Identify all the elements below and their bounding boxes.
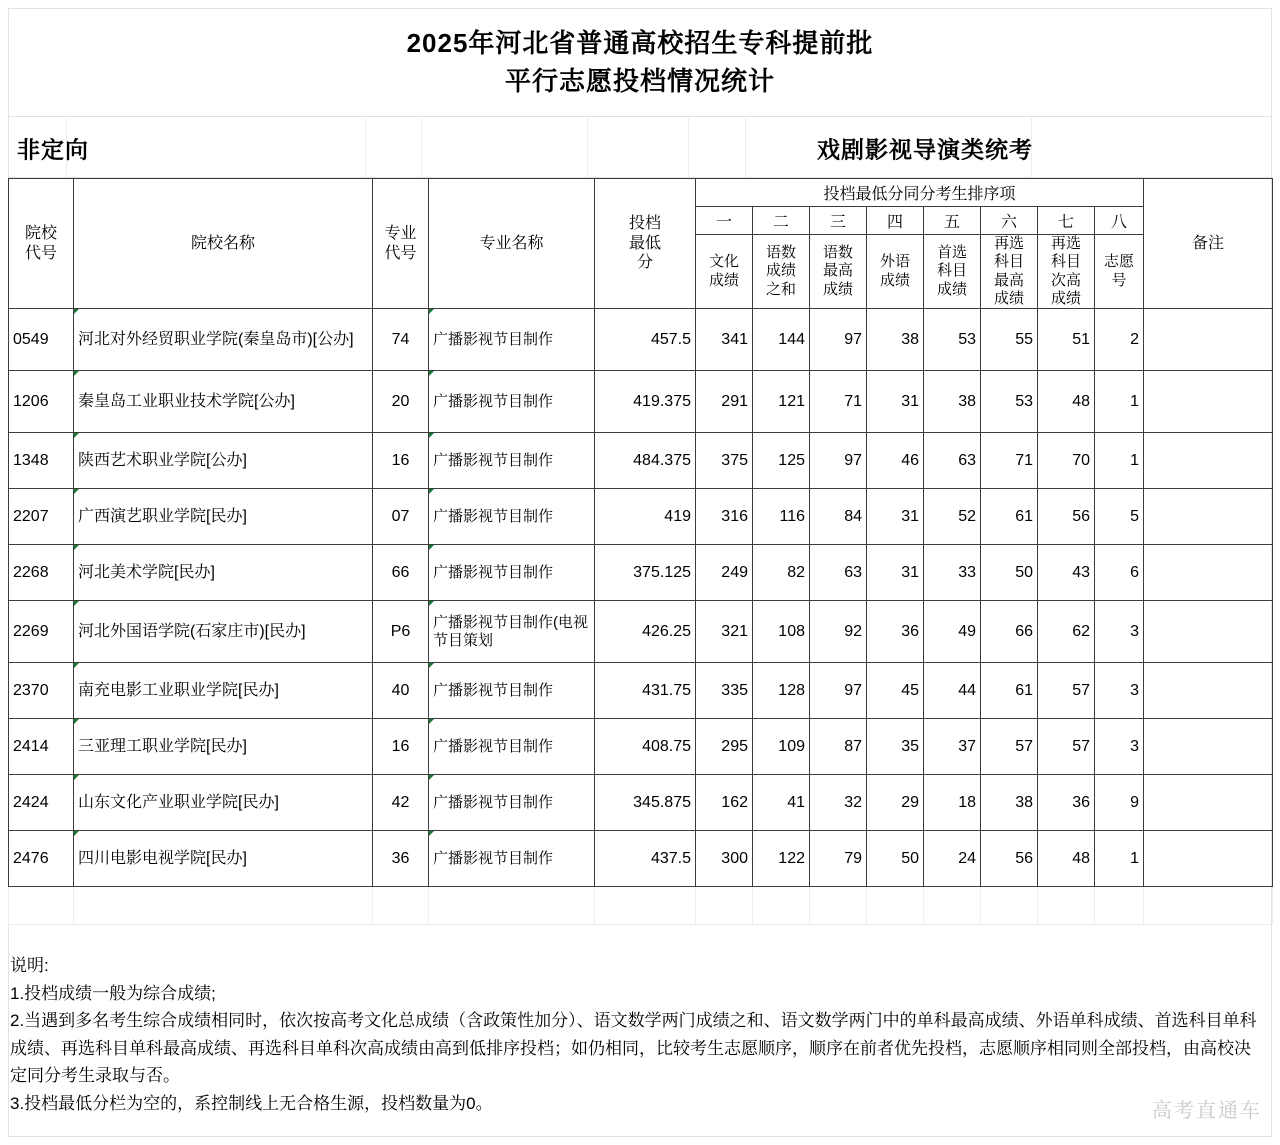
cell-min-score: 345.875 [595,775,696,831]
cell-rank-1: 321 [696,601,753,663]
cell-rank-7: 57 [1038,719,1095,775]
cell-school-name: 南充电影工业职业学院[民办] [74,663,373,719]
cell-rank-1: 316 [696,489,753,545]
cell-rank-4: 36 [867,601,924,663]
cell-rank-3: 87 [810,719,867,775]
header-row-group [9,179,1273,207]
table-row [9,489,1273,545]
cell-school-name: 河北美术学院[民办] [74,545,373,601]
cell-school-name: 三亚理工职业学院[民办] [74,719,373,775]
cell-school-name: 河北对外经贸职业学院(秦皇岛市)[公办] [74,309,373,371]
cell-major-name: 广播影视节目制作 [429,371,595,433]
cell-major-name: 广播影视节目制作 [429,663,595,719]
watermark: 高考直通车 [1152,1100,1262,1122]
blank-cell [9,887,74,925]
faint-divider [688,118,689,177]
notes-block [10,952,1265,1117]
cell-rank-4: 35 [867,719,924,775]
cell-major-name: 广播影视节目制作 [429,775,595,831]
cell-rank-2: 108 [753,601,810,663]
label-line: 外语 [879,253,910,271]
cell-rank-7: 70 [1038,433,1095,489]
cell-major-code: 66 [373,545,429,601]
table-row [9,831,1273,887]
table-row [9,663,1273,719]
cell-major-code: 74 [373,309,429,371]
cell-rank-2: 82 [753,545,810,601]
title-line-2: 平行志愿投档情况统计 [504,65,775,96]
cell-rank-6: 56 [981,831,1038,887]
table-row [9,719,1273,775]
th-school-code-l2: 代号 [24,244,57,262]
subheader-row [9,118,1271,178]
label-line: 号 [1111,271,1127,289]
cell-major-name: 广播影视节目制作(电视节目策划 [429,601,595,663]
cell-rank-3: 71 [810,371,867,433]
cell-rank-4: 31 [867,545,924,601]
cell-rank-7: 36 [1038,775,1095,831]
cell-major-code: 42 [373,775,429,831]
faint-divider [365,118,366,177]
cell-rank-3: 84 [810,489,867,545]
th-ranklabel-8 [1095,235,1144,309]
cell-rank-8: 2 [1095,309,1144,371]
cell-rank-2: 121 [753,371,810,433]
cell-school-code: 2370 [9,663,74,719]
cell-rank-6: 61 [981,489,1038,545]
th-tiebreak-group: 投档最低分同分考生排序项 [696,179,1144,207]
cell-rank-4: 31 [867,371,924,433]
cell-rank-6: 57 [981,719,1038,775]
cell-min-score: 426.25 [595,601,696,663]
cell-rank-2: 125 [753,433,810,489]
cell-min-score: 484.375 [595,433,696,489]
cell-major-name: 广播影视节目制作 [429,831,595,887]
th-remark: 备注 [1144,179,1273,309]
th-rank-3: 三 [810,207,867,235]
blank-cell [1095,887,1144,925]
cell-school-code: 2207 [9,489,74,545]
cell-rank-5: 53 [924,309,981,371]
label-line: 最高 [822,262,853,280]
cell-school-name: 四川电影电视学院[民办] [74,831,373,887]
cell-min-score: 419 [595,489,696,545]
cell-rank-8: 1 [1095,831,1144,887]
cell-rank-3: 32 [810,775,867,831]
cell-major-code: 07 [373,489,429,545]
label-line: 首选 [936,244,967,262]
blank-cell [74,887,373,925]
cell-remark [1144,489,1273,545]
cell-school-name: 广西演艺职业学院[民办] [74,489,373,545]
category-label: 非定向 [17,136,89,162]
blank-cell [753,887,810,925]
cell-rank-5: 44 [924,663,981,719]
cell-rank-5: 24 [924,831,981,887]
cell-remark [1144,719,1273,775]
blank-cell [810,887,867,925]
cell-major-code: P6 [373,601,429,663]
cell-rank-7: 51 [1038,309,1095,371]
th-ranklabel-4 [867,235,924,309]
admission-score-table [8,178,1273,925]
cell-min-score: 457.5 [595,309,696,371]
cell-major-name: 广播影视节目制作 [429,309,595,371]
th-rank-2: 二 [753,207,810,235]
label-line: 再选 [1050,235,1081,252]
cell-rank-4: 45 [867,663,924,719]
cell-rank-7: 56 [1038,489,1095,545]
blank-cell [595,887,696,925]
blank-cell [924,887,981,925]
cell-min-score: 419.375 [595,371,696,433]
cell-school-code: 0549 [9,309,74,371]
table-row [9,433,1273,489]
blank-cell [1038,887,1095,925]
cell-major-name: 广播影视节目制作 [429,719,595,775]
cell-remark [1144,309,1273,371]
cell-school-code: 1348 [9,433,74,489]
cell-rank-1: 375 [696,433,753,489]
blank-cell [981,887,1038,925]
blank-cell [696,887,753,925]
th-min-score-l3: 分 [636,254,653,272]
cell-school-code: 1206 [9,371,74,433]
notes-item-3: 3.投档最低分栏为空的，系控制线上无合格生源，投档数量为0。 [10,1093,493,1113]
label-line: 文化 [708,253,739,271]
cell-remark [1144,601,1273,663]
th-ranklabel-2 [753,235,810,309]
label-line: 成绩 [879,271,910,289]
notes-heading: 说明: [10,956,49,975]
cell-rank-2: 41 [753,775,810,831]
th-ranklabel-3 [810,235,867,309]
label-line: 科目 [936,262,967,280]
th-min-score-l1: 投档 [628,215,661,233]
th-major-code-l1: 专业 [384,225,417,243]
cell-rank-1: 335 [696,663,753,719]
cell-rank-4: 46 [867,433,924,489]
cell-rank-3: 92 [810,601,867,663]
table-row [9,601,1273,663]
th-major-name: 专业名称 [429,179,595,309]
cell-rank-1: 249 [696,545,753,601]
cell-major-code: 16 [373,719,429,775]
cell-rank-7: 43 [1038,545,1095,601]
cell-rank-4: 38 [867,309,924,371]
cell-rank-8: 3 [1095,719,1144,775]
table-blank-row [9,887,1273,925]
blank-cell [373,887,429,925]
cell-school-code: 2414 [9,719,74,775]
cell-rank-1: 300 [696,831,753,887]
th-major-code [373,179,429,309]
cell-rank-2: 116 [753,489,810,545]
cell-rank-8: 6 [1095,545,1144,601]
label-line: 科目 [1050,253,1081,271]
cell-major-code: 16 [373,433,429,489]
cell-rank-8: 1 [1095,433,1144,489]
cell-rank-6: 66 [981,601,1038,663]
label-line: 语数 [765,244,796,262]
cell-rank-5: 37 [924,719,981,775]
cell-remark [1144,433,1273,489]
cell-rank-8: 5 [1095,489,1144,545]
blank-cell [867,887,924,925]
th-ranklabel-1 [696,235,753,309]
cell-min-score: 408.75 [595,719,696,775]
cell-school-name: 山东文化产业职业学院[民办] [74,775,373,831]
table-row [9,371,1273,433]
table-row [9,775,1273,831]
label-line: 成绩 [765,262,796,280]
cell-rank-4: 29 [867,775,924,831]
label-line: 次高 [1050,271,1081,289]
cell-school-code: 2424 [9,775,74,831]
cell-rank-8: 1 [1095,371,1144,433]
cell-min-score: 431.75 [595,663,696,719]
table-body [9,309,1273,925]
cell-major-code: 36 [373,831,429,887]
cell-rank-8: 9 [1095,775,1144,831]
cell-rank-7: 62 [1038,601,1095,663]
cell-major-name: 广播影视节目制作 [429,489,595,545]
th-min-score [595,179,696,309]
cell-rank-2: 144 [753,309,810,371]
faint-divider [587,118,588,177]
cell-rank-7: 48 [1038,831,1095,887]
cell-rank-1: 291 [696,371,753,433]
label-line: 科目 [993,253,1024,271]
cell-remark [1144,371,1273,433]
cell-major-name: 广播影视节目制作 [429,545,595,601]
th-major-code-l2: 代号 [384,244,417,262]
th-ranklabel-7 [1038,235,1095,309]
label-line: 成绩 [1050,289,1081,307]
cell-rank-3: 97 [810,433,867,489]
cell-rank-1: 162 [696,775,753,831]
label-line: 成绩 [993,289,1024,307]
cell-rank-5: 18 [924,775,981,831]
cell-school-code: 2268 [9,545,74,601]
th-rank-4: 四 [867,207,924,235]
cell-rank-6: 50 [981,545,1038,601]
cell-rank-4: 31 [867,489,924,545]
cell-rank-2: 109 [753,719,810,775]
th-school-code-l1: 院校 [24,225,57,243]
th-ranklabel-5 [924,235,981,309]
cell-min-score: 437.5 [595,831,696,887]
th-rank-8: 八 [1095,207,1144,235]
cell-remark [1144,663,1273,719]
label-line: 之和 [765,280,796,298]
blank-cell [429,887,595,925]
cell-rank-3: 79 [810,831,867,887]
th-min-score-l2: 最低 [628,234,661,252]
cell-remark [1144,775,1273,831]
cell-rank-2: 122 [753,831,810,887]
th-rank-5: 五 [924,207,981,235]
th-rank-7: 七 [1038,207,1095,235]
cell-rank-6: 38 [981,775,1038,831]
cell-major-code: 40 [373,663,429,719]
cell-rank-3: 97 [810,309,867,371]
cell-rank-7: 48 [1038,371,1095,433]
cell-rank-5: 52 [924,489,981,545]
cell-school-code: 2269 [9,601,74,663]
th-rank-6: 六 [981,207,1038,235]
cell-rank-4: 50 [867,831,924,887]
cell-rank-3: 63 [810,545,867,601]
blank-cell [1144,887,1273,925]
cell-rank-6: 61 [981,663,1038,719]
label-line: 语数 [822,244,853,262]
title-line-1: 2025年河北省普通高校招生专科提前批 [406,27,874,58]
notes-item-2: 2.当遇到多名考生综合成绩相同时，依次按高考文化总成绩（含政策性加分）、语文数学两门成绩之和、语文数学两门中的单科最高成绩、外语单科成绩、首选科目单科成绩、再选科目单科最高成绩、再选科目单科次高成绩由高到低排序投档；如仍相同，比较考生志愿顺序，顺序在前者优先投档，志愿顺序相同则全部投档，由高校决定同分考生录取与否。 [10,1011,1257,1086]
faint-divider [421,118,422,177]
cell-rank-1: 295 [696,719,753,775]
th-school-code [9,179,74,309]
cell-major-code: 20 [373,371,429,433]
label-line: 志愿 [1104,253,1135,271]
label-line: 成绩 [708,271,739,289]
cell-rank-5: 38 [924,371,981,433]
table-row [9,309,1273,371]
cell-rank-1: 341 [696,309,753,371]
cell-remark [1144,831,1273,887]
cell-rank-7: 57 [1038,663,1095,719]
label-line: 最高 [993,271,1024,289]
cell-school-code: 2476 [9,831,74,887]
th-school-name: 院校名称 [74,179,373,309]
exam-type-label: 戏剧影视导演类统考 [817,136,1033,162]
page-title [9,9,1271,117]
cell-school-name: 秦皇岛工业职业技术学院[公办] [74,371,373,433]
cell-rank-6: 53 [981,371,1038,433]
cell-rank-6: 71 [981,433,1038,489]
th-rank-1: 一 [696,207,753,235]
cell-rank-5: 63 [924,433,981,489]
cell-rank-8: 3 [1095,601,1144,663]
cell-rank-5: 33 [924,545,981,601]
cell-rank-2: 128 [753,663,810,719]
table-row [9,545,1273,601]
label-line: 再选 [993,235,1024,252]
cell-rank-6: 55 [981,309,1038,371]
label-line: 成绩 [936,280,967,298]
cell-rank-3: 97 [810,663,867,719]
cell-school-name: 陕西艺术职业学院[公办] [74,433,373,489]
cell-remark [1144,545,1273,601]
cell-min-score: 375.125 [595,545,696,601]
notes-item-1: 1.投档成绩一般为综合成绩; [10,983,216,1003]
th-ranklabel-6 [981,235,1038,309]
cell-rank-5: 49 [924,601,981,663]
label-line: 成绩 [822,280,853,298]
table-header [9,179,1273,309]
cell-school-name: 河北外国语学院(石家庄市)[民办] [74,601,373,663]
cell-rank-8: 3 [1095,663,1144,719]
cell-major-name: 广播影视节目制作 [429,433,595,489]
